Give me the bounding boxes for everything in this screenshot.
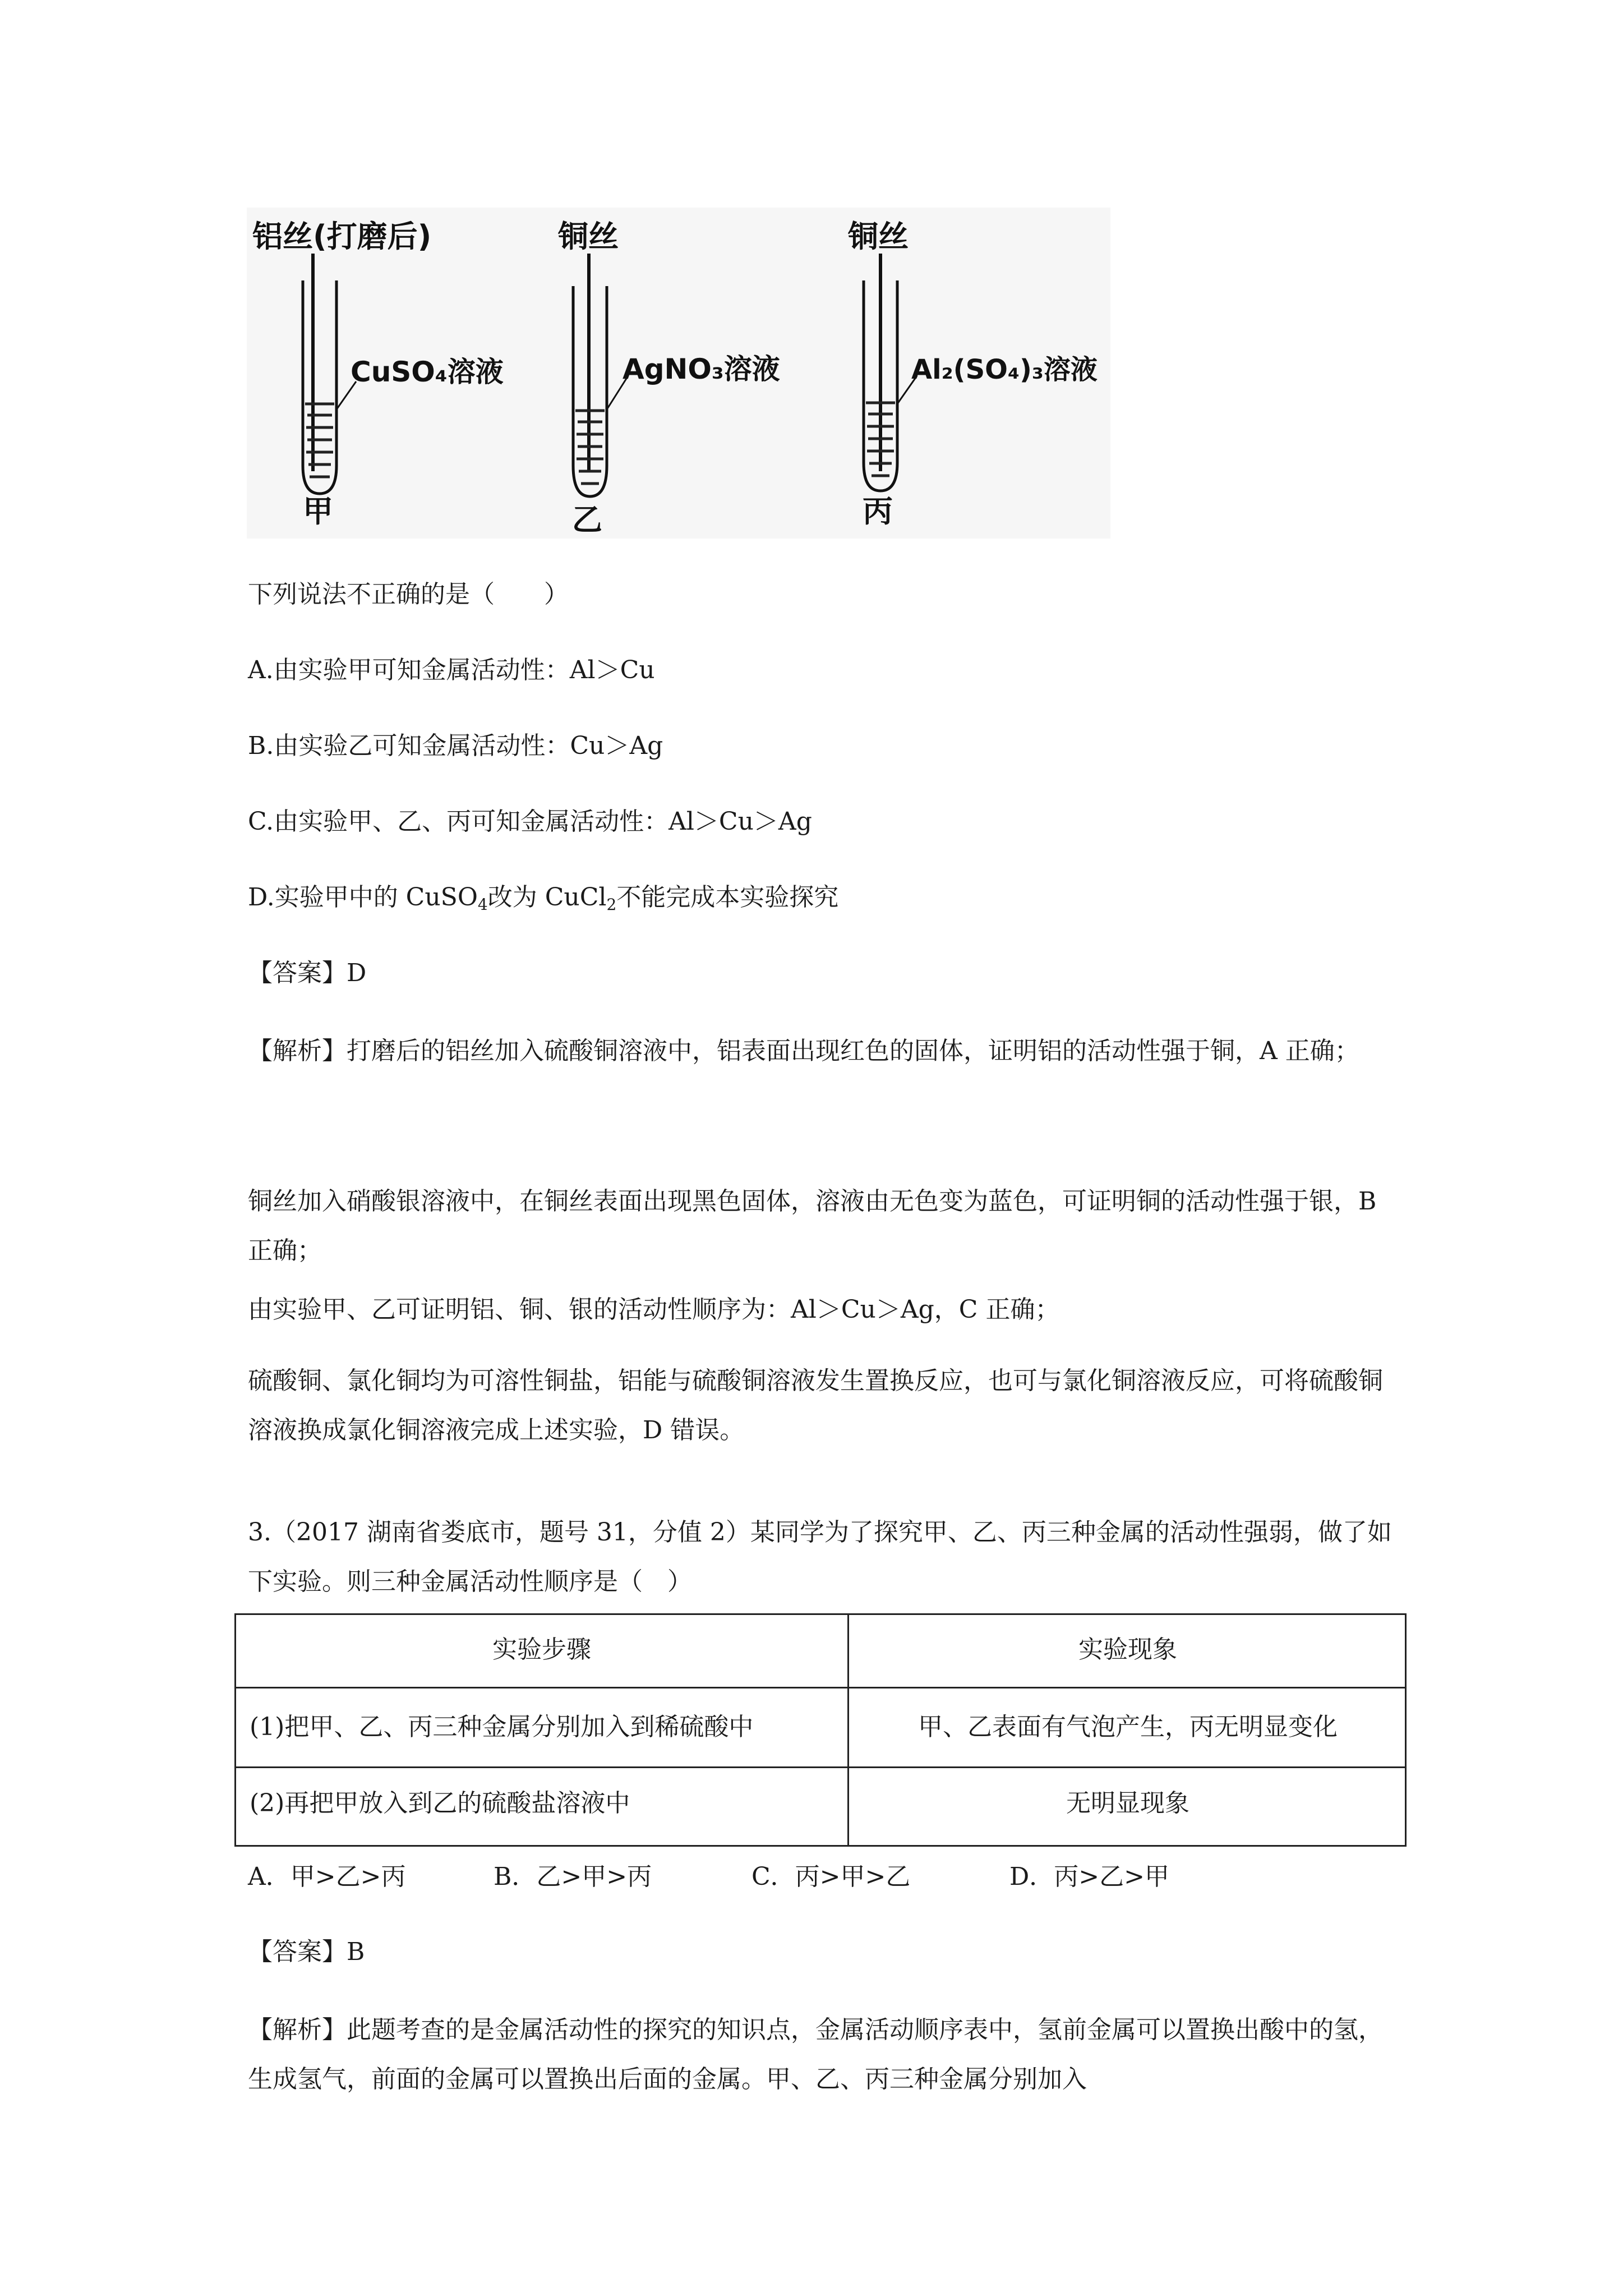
option-c: C.由实验甲、乙、丙可知金属活动性：Al＞Cu＞Ag bbox=[248, 807, 812, 836]
answer-q2: 【答案】D bbox=[248, 959, 367, 987]
tube-jia-label: 甲 bbox=[303, 494, 333, 529]
table-cell-step-1: (1)把甲、乙、丙三种金属分别加入到稀硫酸中 bbox=[250, 1713, 754, 1741]
tube-yi-solution-label: AgNO₃溶液 bbox=[623, 353, 780, 385]
tube-bing-label: 丙 bbox=[863, 494, 893, 529]
table-header-phenomena: 实验现象 bbox=[1078, 1635, 1177, 1664]
tube-yi-label: 乙 bbox=[572, 502, 602, 537]
table-cell-step-2: (2)再把甲放入到乙的硫酸盐溶液中 bbox=[250, 1789, 630, 1818]
question-stem: 下列说法不正确的是（ ） bbox=[248, 580, 569, 609]
analysis-b: 铜丝加入硝酸银溶液中，在铜丝表面出现黑色固体，溶液由无色变为蓝色，可证明铜的活动性强于银，B 正确； bbox=[248, 1187, 1377, 1265]
option-a: A.由实验甲可知金属活动性：Al＞Cu bbox=[248, 656, 655, 684]
analysis-d: 硫酸铜、氯化铜均为可溶性铜盐，铝能与硫酸铜溶液发生置换反应，也可与氯化铜溶液反应，可将硫酸铜溶液换成氯化铜溶液完成上述实验，D 错误。 bbox=[248, 1366, 1383, 1444]
table-header-steps: 实验步骤 bbox=[492, 1635, 591, 1664]
tube-bing-solution-label: Al₂(SO₄)₃溶液 bbox=[911, 354, 1098, 385]
analysis-c: 由实验甲、乙可证明铝、铜、银的活动性顺序为：Al＞Cu＞Ag，C 正确； bbox=[248, 1295, 1060, 1324]
test-tube-figure bbox=[247, 208, 1110, 539]
tube-jia-solution-label: CuSO₄溶液 bbox=[351, 356, 504, 388]
analysis-a: 【解析】打磨后的铝丝加入硫酸铜溶液中，铝表面出现红色的固体，证明铝的活动性强于铜，A 正确； bbox=[248, 1037, 1359, 1065]
option-c: C．丙>甲>乙 bbox=[751, 1862, 911, 1891]
option-b: B．乙>甲>丙 bbox=[494, 1862, 652, 1891]
option-b: B.由实验乙可知金属活动性：Cu＞Ag bbox=[248, 731, 663, 760]
experiment-table bbox=[234, 1613, 1407, 1847]
table-cell-phenomenon-1: 甲、乙表面有气泡产生，丙无明显变化 bbox=[918, 1713, 1338, 1741]
tube-jia-wire-label: 铝丝(打磨后) bbox=[252, 219, 432, 254]
table-row-line bbox=[236, 1687, 1405, 1688]
question-3-stem: 3.（2017 湖南省娄底市，题号 31，分值 2）某同学为了探究甲、乙、丙三种金属的活动性强弱，做了如下实验。则三种金属活动性顺序是（ ） bbox=[248, 1518, 1392, 1596]
option-a: A．甲>乙>丙 bbox=[248, 1862, 406, 1891]
analysis-q3: 【解析】此题考查的是金属活动性的探究的知识点，金属活动顺序表中，氢前金属可以置换出酸中的氢，生成氢气，前面的金属可以置换出后面的金属。甲、乙、丙三种金属分别加入 bbox=[248, 2016, 1383, 2093]
answer-q3: 【答案】B bbox=[248, 1938, 365, 1966]
table-row-line bbox=[236, 1766, 1405, 1768]
option-d: D．丙>乙>甲 bbox=[1009, 1862, 1170, 1891]
option-d: D.实验甲中的 CuSO$_4$改为 CuCl$_2$不能完成本实验探究 bbox=[248, 883, 839, 914]
table-cell-phenomenon-2: 无明显现象 bbox=[1066, 1789, 1189, 1818]
tube-yi-wire-label: 铜丝 bbox=[558, 219, 619, 254]
tube-bing-wire-label: 铜丝 bbox=[848, 219, 909, 254]
